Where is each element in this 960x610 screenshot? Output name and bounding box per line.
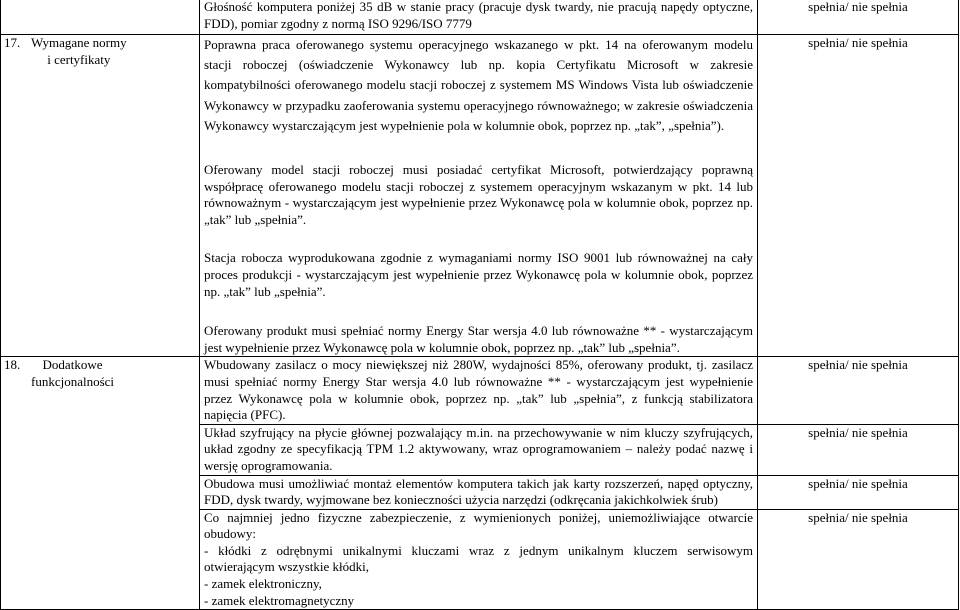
requirement-18-chassis: Obudowa musi umożliwiać montaż elementów komputera takich jak karty rozszerzeń, napęd optyczny, FDD, dysk twardy, wyjmowane bez konieczności użycia narzędzi (odkręcania jakichkolwiek śrub)	[200, 475, 758, 509]
row-number-17: 17.	[4, 35, 21, 50]
table-row-17	[1, 35, 959, 357]
req-17-paragraph-2: Oferowany model stacji roboczej musi posiadać certyfikat Microsoft, potwierdzający poprawną współpracę oferowanego modelu stacji roboczej z systemem operacyjnym wskazanym w pkt. 14 lub równoważnym - wystarczającym jest wypełnienie przez Wykonawcę pola w kolumnie obok, poprzez np. „tak” lub „spełnia”.	[204, 162, 753, 227]
status-18-power-supply: spełnia/ nie spełnia	[758, 357, 959, 424]
row-label-17	[31, 35, 127, 68]
list-item: - kłódki z odrębnymi unikalnymi kluczami wraz z jednym unikalnym kluczem serwisowym otwierającym wszystkie kłódki,	[204, 542, 753, 575]
label-cell-empty	[1, 0, 200, 35]
req-17-paragraph-4: Oferowany produkt musi spełniać normy Energy Star wersja 4.0 lub równoważne ** - wystarczającym jest wypełnienie przez Wykonawcę pola w kolumnie obok, poprzez np. „tak” lub „spełnia”.	[204, 323, 753, 355]
list-item: - zamek elektromagnetyczny	[204, 592, 355, 608]
table-row-noise	[1, 0, 959, 35]
req-17-paragraph-3: Stacja robocza wyprodukowana zgodnie z wymaganiami normy ISO 9001 lub równoważnej na cały proces produkcji - wystarczającym jest wypełnienie przez Wykonawcę pola w kolumnie obok, poprzez np. „tak” lub „spełnia”.	[204, 250, 753, 299]
requirement-noise: Głośność komputera poniżej 35 dB w stanie pracy (pracuje dysk twardy, nie pracują napędy optyczne, FDD), pomiar zgodny z normą ISO 9296/ISO 7779	[200, 0, 758, 35]
row-number-18: 18.	[4, 357, 21, 373]
label-cell-17	[1, 35, 200, 357]
label-cell-18	[1, 357, 200, 610]
table-row-18	[1, 357, 959, 424]
list-item: - zamek elektroniczny,	[204, 576, 322, 592]
status-17: spełnia/ nie spełnia	[758, 35, 959, 357]
requirement-17	[200, 35, 758, 357]
requirement-18-lock-intro: Co najmniej jedno fizyczne zabezpieczenie, z wymienionych poniżej, uniemożliwiające otwarcie obudowy:	[204, 509, 753, 542]
req-17-paragraph-1: Poprawna praca oferowanego systemu operacyjnego wskazanego w pkt. 14 na oferowanym modelu stacji roboczej (oświadczenie Wykonawcy lub np. kopia Certyfikatu Microsoft w zakresie kompatybilności oferowanego modelu stacji roboczej z systemem MS Windows Vista lub oświadczenie Wykonawcy w przypadku zaoferowania systemu operacyjnego równoważnego; w zakresie oświadczenia Wykonawcy wystarczającym jest wypełnienie pola w kolumnie obok, poprzez np. „tak”, „spełnia”).	[204, 37, 753, 133]
row-label-18-line2: funkcjonalności	[31, 373, 115, 389]
requirement-18-tpm: Układ szyfrujący na płycie głównej pozwalający m.in. na przechowywanie w nim kluczy szyfrujących, układ zgodny ze specyfikacją TPM 1.2 aktywowany, wraz oprogramowaniem – należy podać nazwę i wersję oprogramowania.	[200, 424, 758, 475]
requirement-18-lock	[200, 509, 758, 610]
lock-options-list	[204, 543, 753, 609]
status-18-tpm: spełnia/ nie spełnia	[758, 424, 959, 475]
row-label-18-line1: Dodatkowe	[42, 357, 103, 373]
row-label-18	[31, 357, 114, 390]
status-18-chassis: spełnia/ nie spełnia	[758, 475, 959, 509]
requirement-18-power-supply: Wbudowany zasilacz o mocy niewiększej niż 280W, wydajności 85%, oferowany produkt, tj. zasilacz musi spełniać normy Energy Star wersja 4.0 lub równoważne ** - wystarczającym jest wypełnienie przez Wykonawcę pola w kolumnie obok, poprzez np. „tak” lub „spełnia”, z funkcją stabilizatora napięcia (PFC).	[200, 357, 758, 424]
status-18-lock: spełnia/ nie spełnia	[758, 509, 959, 610]
row-label-17-line2: i certyfikaty	[47, 51, 111, 67]
status-noise: spełnia/ nie spełnia	[758, 0, 959, 35]
row-label-17-line1: Wymagane normy	[31, 35, 127, 50]
